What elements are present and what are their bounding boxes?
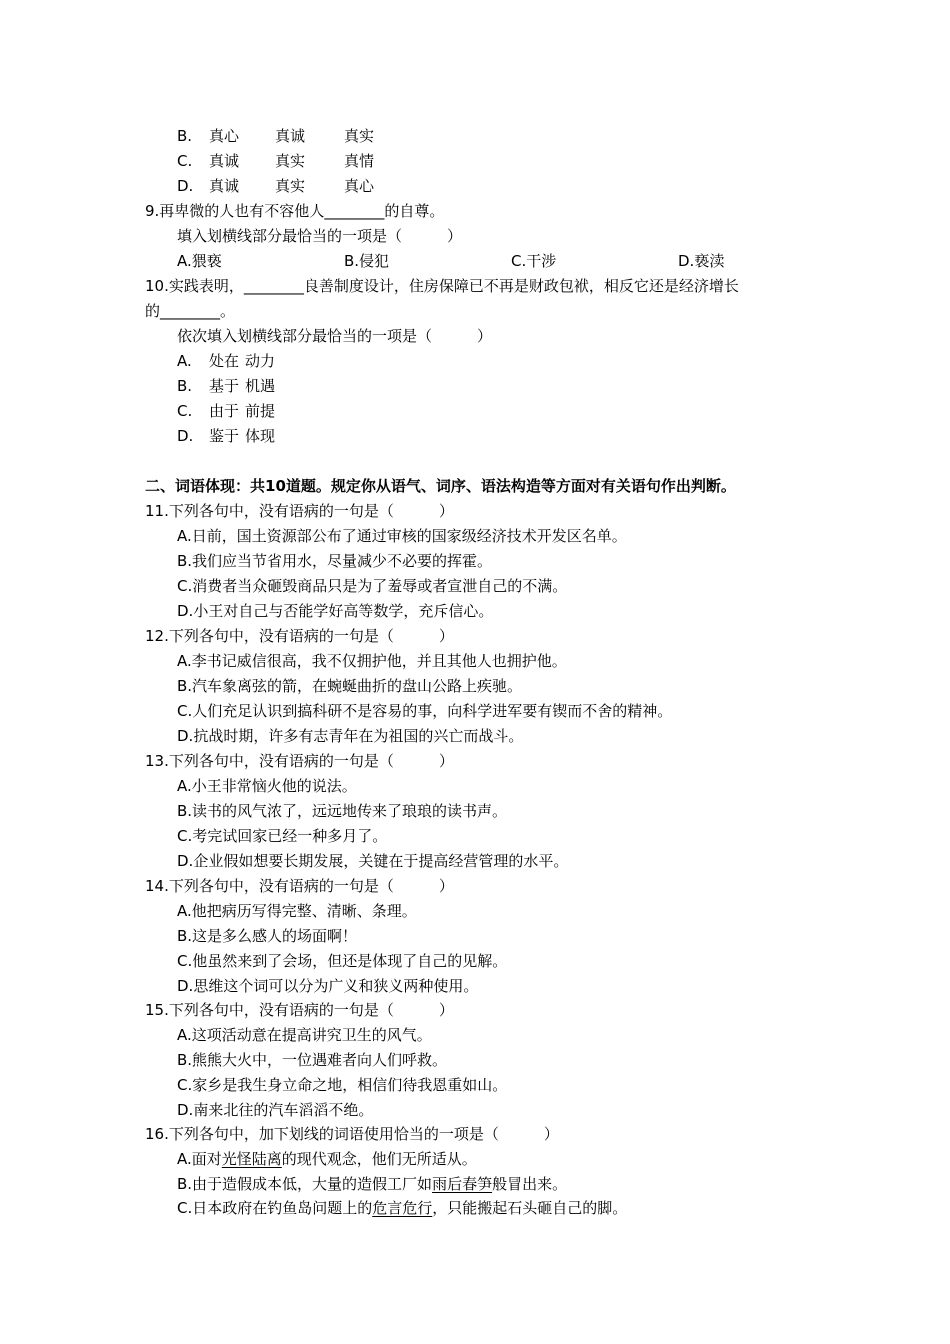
q15-stem: 15.下列各句中，没有语病的一句是（ ） <box>145 1001 454 1019</box>
q16-option-c: C.日本政府在钓鱼岛问题上的危言危行，只能搬起石头砸自己的脚。 <box>177 1199 628 1217</box>
q9-instruction: 填入划横线部分最恰当的一项是（ ） <box>177 227 463 245</box>
q14-option-d: D.思维这个词可以分为广义和狭义两种使用。 <box>177 977 479 995</box>
q10-option-d: D. 鉴于 体现 <box>177 427 276 445</box>
q10-stem-line2: 的________。 <box>145 302 236 320</box>
q11-option-b: B.我们应当节省用水，尽量减少不必要的挥霍。 <box>177 552 493 570</box>
q10-option-b: B. 基于 机遇 <box>177 377 276 395</box>
q11-option-c: C.消费者当众砸毁商品只是为了羞辱或者宣泄自己的不满。 <box>177 577 568 595</box>
section2-heading: 二、词语体现：共10道题。规定你从语气、词序、语法构造等方面对有关语句作出判断。 <box>145 477 736 495</box>
q8-option-d: D. 真诚 真实 真心 <box>177 177 375 195</box>
q13-option-b: B.读书的风气浓了，远远地传来了琅琅的读书声。 <box>177 802 508 820</box>
q9-option-c: C.干涉 <box>511 252 557 270</box>
q8-option-c: C. 真诚 真实 真情 <box>177 152 375 170</box>
q16-option-b-underlined-term: 雨后春笋 <box>432 1175 493 1193</box>
q14-option-c: C.他虽然来到了会场，但还是体现了自己的见解。 <box>177 952 508 970</box>
q11-stem: 11.下列各句中，没有语病的一句是（ ） <box>145 502 454 520</box>
q10-instruction: 依次填入划横线部分最恰当的一项是（ ） <box>177 327 493 345</box>
q13-option-c: C.考完试回家已经一种多月了。 <box>177 827 388 845</box>
q14-stem: 14.下列各句中，没有语病的一句是（ ） <box>145 877 454 895</box>
q10-option-a: A. 处在 动力 <box>177 352 276 370</box>
q13-option-a: A.小王非常恼火他的说法。 <box>177 777 357 795</box>
q10-option-c: C. 由于 前提 <box>177 402 276 420</box>
q15-option-d: D.南来北往的汽车滔滔不绝。 <box>177 1101 374 1119</box>
q12-stem: 12.下列各句中，没有语病的一句是（ ） <box>145 627 454 645</box>
q15-option-c: C.家乡是我生身立命之地，相信们待我恩重如山。 <box>177 1076 508 1094</box>
q12-option-b: B.汽车象离弦的箭，在蜿蜒曲折的盘山公路上疾驰。 <box>177 677 523 695</box>
q16-stem: 16.下列各句中，加下划线的词语使用恰当的一项是（ ） <box>145 1125 559 1143</box>
q12-option-c: C.人们充足认识到搞科研不是容易的事，向科学进军要有锲而不舍的精神。 <box>177 702 673 720</box>
q14-option-b: B.这是多么感人的场面啊！ <box>177 927 358 945</box>
q16-option-b: B.由于造假成本低，大量的造假工厂如雨后春笋般冒出来。 <box>177 1175 568 1193</box>
q9-option-a: A.猥亵 <box>177 252 222 270</box>
q16-option-a: A.面对光怪陆离的现代观念，他们无所适从。 <box>177 1150 477 1168</box>
q13-option-d: D.企业假如想要长期发展，关键在于提高经营管理的水平。 <box>177 852 569 870</box>
q12-option-a: A.李书记威信很高，我不仅拥护他，并且其他人也拥护他。 <box>177 652 567 670</box>
q10-stem-line1: 10.实践表明，________良善制度设计，住房保障已不再是财政包袱，相反它还是经济增长 <box>145 277 739 295</box>
q15-option-a: A.这项活动意在提高讲究卫生的风气。 <box>177 1026 432 1044</box>
q13-stem: 13.下列各句中，没有语病的一句是（ ） <box>145 752 454 770</box>
q11-option-a: A.日前，国土资源部公布了通过审核的国家级经济技术开发区名单。 <box>177 527 627 545</box>
q9-option-b: B.侵犯 <box>344 252 390 270</box>
q15-option-b: B.熊熊大火中，一位遇难者向人们呼救。 <box>177 1051 448 1069</box>
q16-option-a-underlined-term: 光怪陆离 <box>221 1150 282 1168</box>
q11-option-d: D.小王对自己与否能学好高等数学，充斥信心。 <box>177 602 494 620</box>
q12-option-d: D.抗战时期，许多有志青年在为祖国的兴亡而战斗。 <box>177 727 524 745</box>
q8-option-b: B. 真心 真诚 真实 <box>177 127 375 145</box>
q9-stem: 9.再卑微的人也有不容他人________的自尊。 <box>145 202 445 220</box>
q14-option-a: A.他把病历写得完整、清晰、条理。 <box>177 902 417 920</box>
q9-options <box>177 249 724 273</box>
q16-option-c-underlined-term: 危言危行 <box>372 1199 433 1217</box>
q9-option-d: D.亵渎 <box>678 252 725 270</box>
